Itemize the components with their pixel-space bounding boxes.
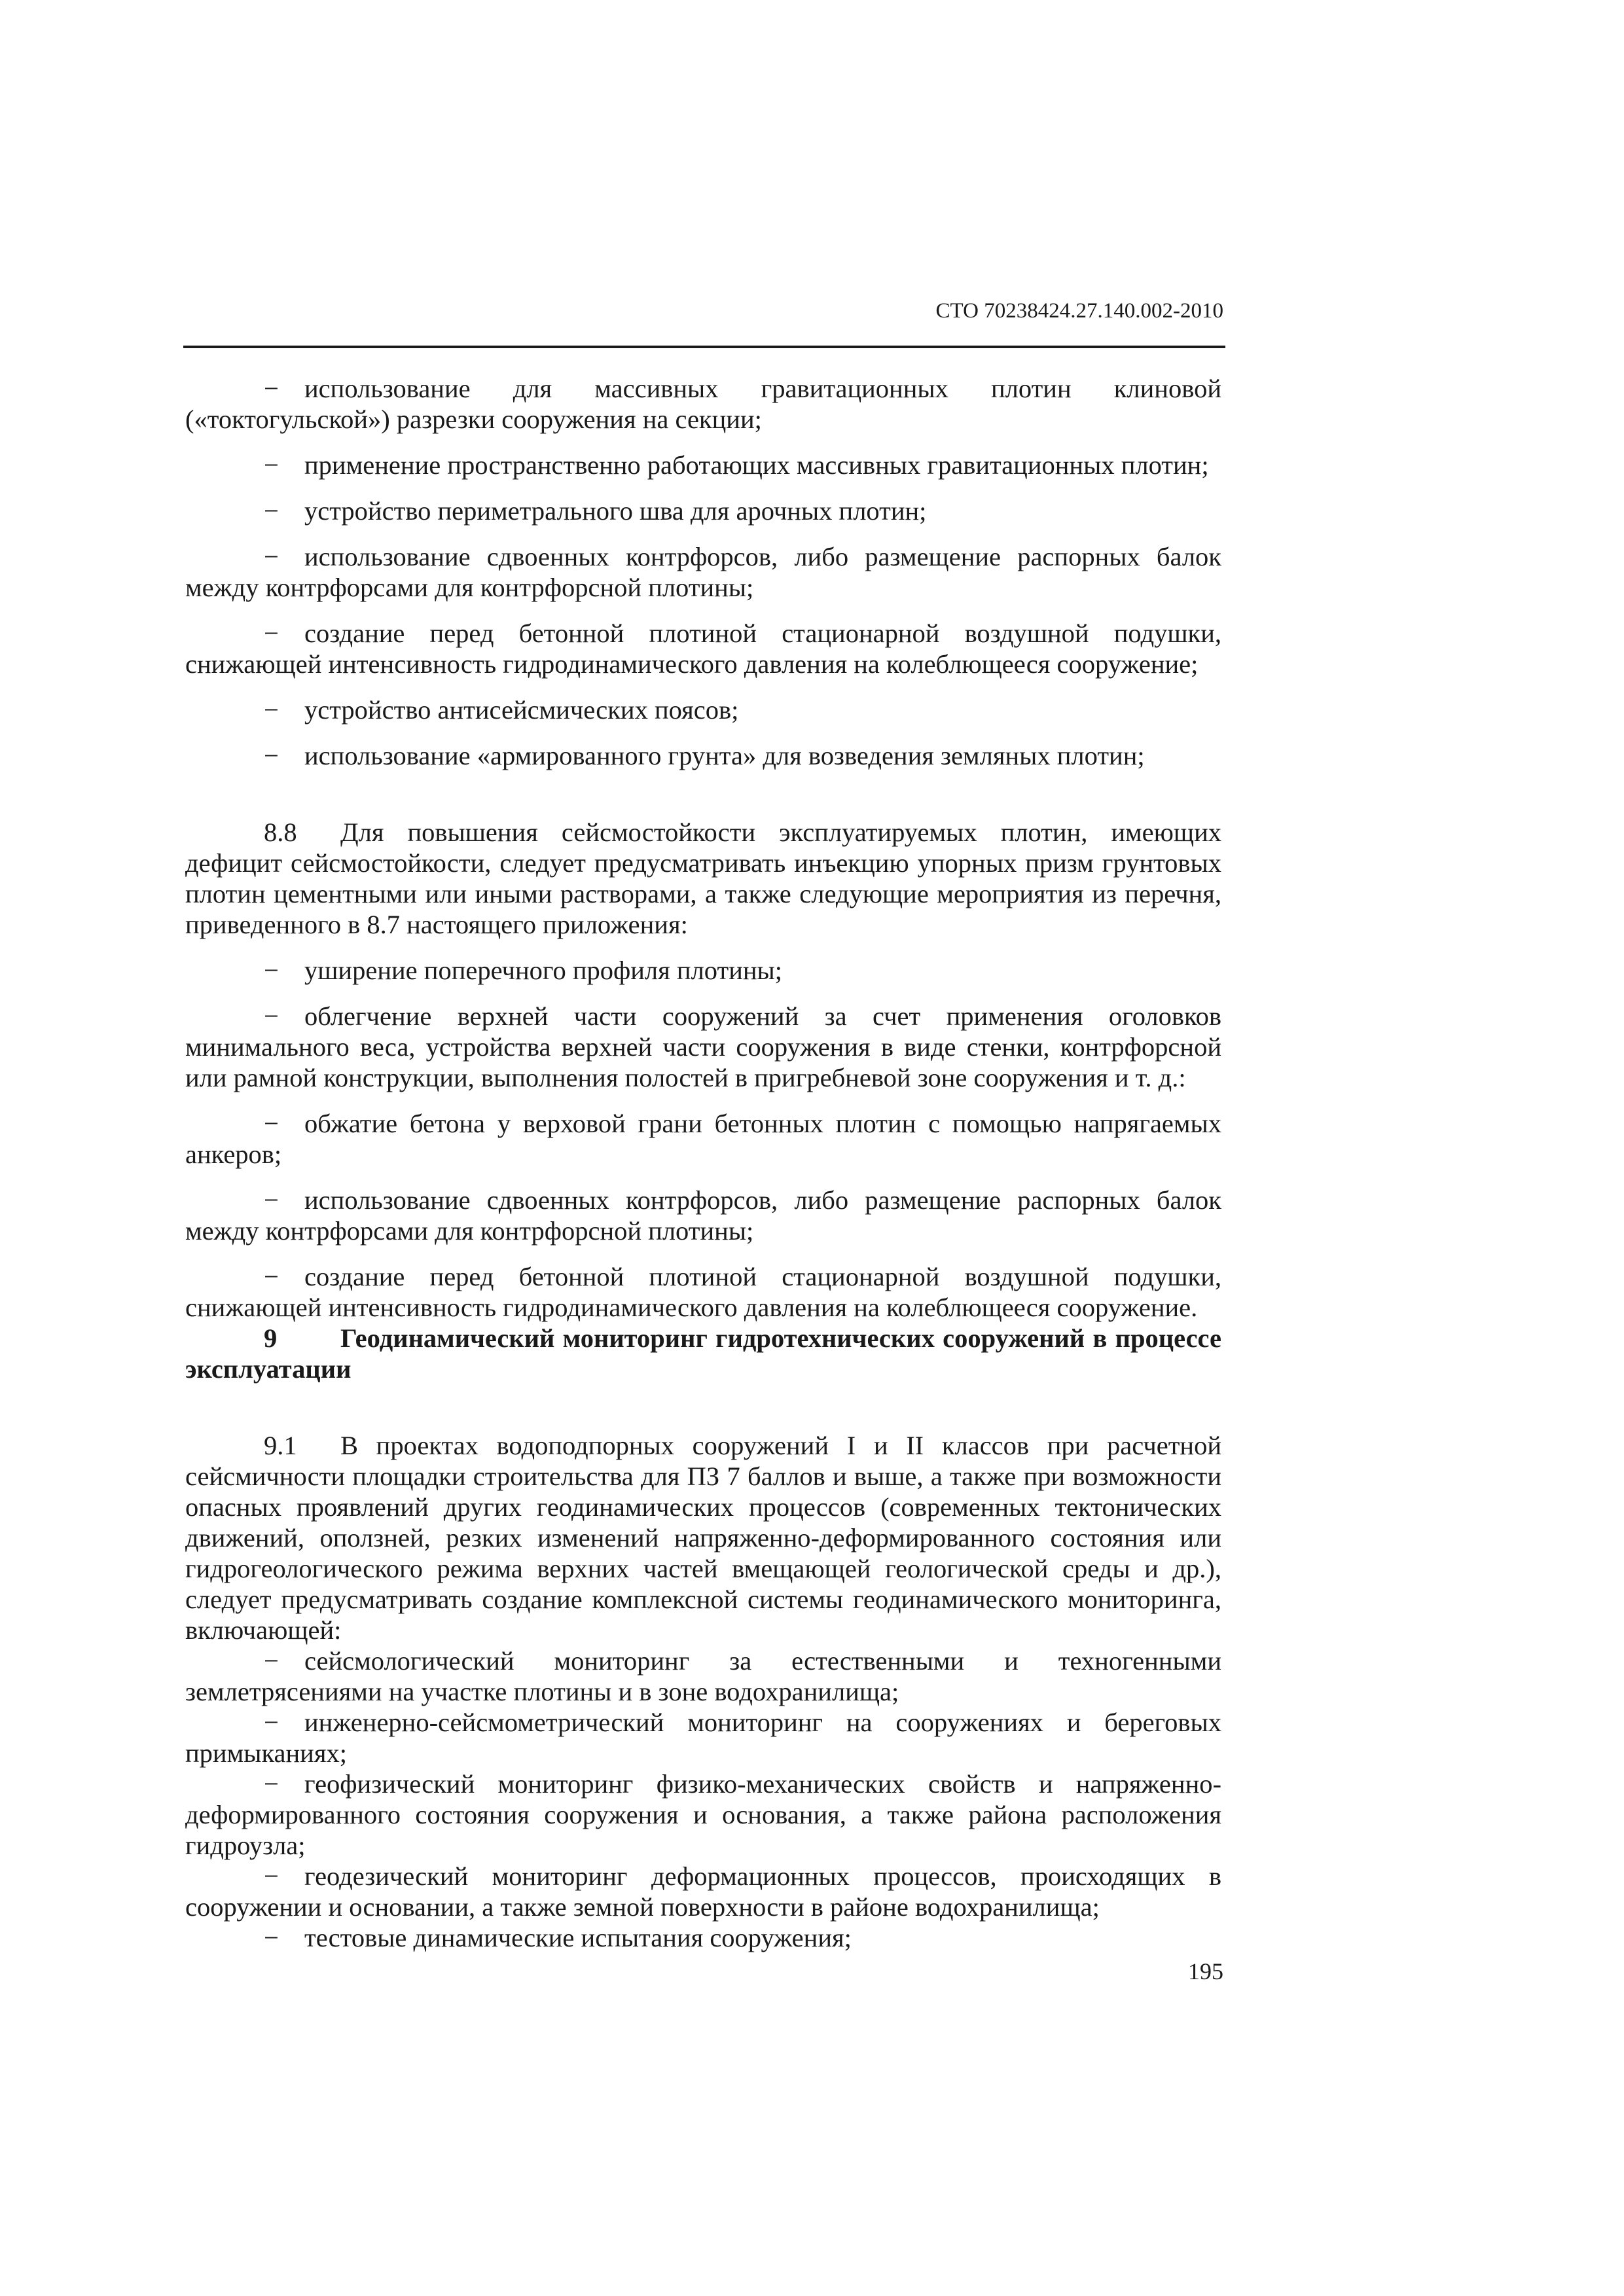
list-item (185, 740, 1221, 771)
list-item-text: создание перед бетонной плотиной стационарной воздушной подушки, снижающей интенсивность гидродинамического давления на колеблющееся сооружение; (185, 619, 1221, 679)
list-item-text: инженерно-сейсмометрический мониторинг на сооружениях и береговых примыканиях; (185, 1708, 1221, 1768)
bullet-dash: − (264, 956, 279, 985)
list-item (185, 1185, 1221, 1246)
clause-number: 8.8 (264, 817, 297, 847)
list-item-text: обжатие бетона у верховой грани бетонных плотин с помощью напрягаемых анкеров; (185, 1109, 1221, 1169)
bullet-dash: − (264, 542, 279, 571)
bullet-dash: − (264, 450, 279, 480)
list-item-text: устройство антисейсмических поясов; (304, 695, 739, 725)
section-8-8-paragraph (185, 817, 1221, 940)
bullet-dash: − (264, 1109, 279, 1138)
section-title: Геодинамический мониторинг гидротехнических сооружений в процессе эксплуатации (185, 1323, 1221, 1384)
document-code: СТО 70238424.27.140.002-2010 (935, 299, 1223, 323)
page-body (185, 373, 1221, 1953)
page-number: 195 (1188, 1958, 1223, 1984)
bullet-dash: − (264, 1262, 279, 1291)
list-item (185, 618, 1221, 679)
clause-text: В проектах водоподпорных сооружений I и II классов при расчетной сейсмичности площадки строительства для ПЗ 7 баллов и выше, а также при возможности опасных проявлений других геодинамических процессов (современных тектонических движений, оползней, резких изменений напряженно-деформированного состояния или гидрогеологического режима верхних частей вмещающей геологической среды и др.), следует предусматривать создание комплексной системы геодинамического мониторинга, включающей: (185, 1431, 1221, 1645)
header-divider (183, 346, 1225, 348)
bullet-dash: − (264, 496, 279, 526)
list-item-text: использование сдвоенных контрфорсов, либо размещение распорных балок между контрфорсами для контрфорсной плотины; (185, 1185, 1221, 1246)
bullet-dash: − (264, 695, 279, 725)
list-item-text: использование для массивных гравитационных плотин клиновой («токтогульской») разрезки сооружения на секции; (185, 374, 1221, 434)
bullet-dash: − (264, 374, 279, 403)
list-item (185, 955, 1221, 986)
list-item (185, 1261, 1221, 1323)
list-item (185, 1922, 1221, 1953)
list-item-text: геофизический мониторинг физико-механических свойств и напряженно-деформированного состояния сооружения и основания, а также района расположения гидроузла; (185, 1769, 1221, 1860)
list-item (185, 450, 1221, 480)
list-item (185, 1707, 1221, 1768)
list-item-text: использование «армированного грунта» для возведения земляных плотин; (304, 741, 1145, 770)
clause-number: 9.1 (264, 1431, 297, 1460)
list-item (185, 1108, 1221, 1170)
section-9-heading (185, 1323, 1221, 1384)
bullet-dash: − (264, 741, 279, 770)
list-item-text: уширение поперечного профиля плотины; (304, 956, 783, 985)
bullet-dash: − (264, 1923, 279, 1952)
section-number: 9 (264, 1323, 278, 1353)
list-item-text: тестовые динамические испытания сооружения; (304, 1923, 852, 1952)
list-item (185, 1645, 1221, 1707)
list-item-text: геодезический мониторинг деформационных процессов, происходящих в сооружении и основании, а также земной поверхности в районе водохранилища; (185, 1861, 1221, 1922)
list-item (185, 495, 1221, 526)
list-item (185, 1861, 1221, 1922)
clause-text: Для повышения сейсмостойкости эксплуатируемых плотин, имеющих дефицит сейсмостойкости, следует предусматривать инъекцию упорных призм грунтовых плотин цементными или иными растворами, а также следующие мероприятия из перечня, приведенного в 8.7 настоящего приложения: (185, 817, 1221, 939)
list-item (185, 694, 1221, 725)
bullet-dash: − (264, 1646, 279, 1676)
list-item-text: сейсмологический мониторинг за естественными и техногенными землетрясениями на участке плотины и в зоне водохранилища; (185, 1646, 1221, 1706)
list-item (185, 373, 1221, 435)
list-item (185, 1768, 1221, 1861)
list-item-text: использование сдвоенных контрфорсов, либо размещение распорных балок между контрфорсами для контрфорсной плотины; (185, 542, 1221, 602)
bullet-dash: − (264, 1708, 279, 1737)
bullet-dash: − (264, 1185, 279, 1215)
list-item (185, 541, 1221, 603)
bullet-dash: − (264, 1001, 279, 1031)
list-item (185, 1001, 1221, 1093)
bullet-dash: − (264, 1769, 279, 1799)
bullet-dash: − (264, 1861, 279, 1891)
list-item-text: применение пространственно работающих массивных гравитационных плотин; (304, 450, 1209, 480)
list-item-text: облегчение верхней части сооружений за счет применения оголовков минимального веса, устройства верхней части сооружения в виде стенки, контрфорсной или рамной конструкции, выполнения полостей в пригребневой зоне сооружения и т. д.: (185, 1001, 1221, 1092)
list-item-text: создание перед бетонной плотиной стационарной воздушной подушки, снижающей интенсивность гидродинамического давления на колеблющееся сооружение. (185, 1262, 1221, 1322)
list-item-text: устройство периметрального шва для арочных плотин; (304, 496, 927, 526)
bullet-dash: − (264, 619, 279, 648)
section-9-1-paragraph (185, 1430, 1221, 1645)
